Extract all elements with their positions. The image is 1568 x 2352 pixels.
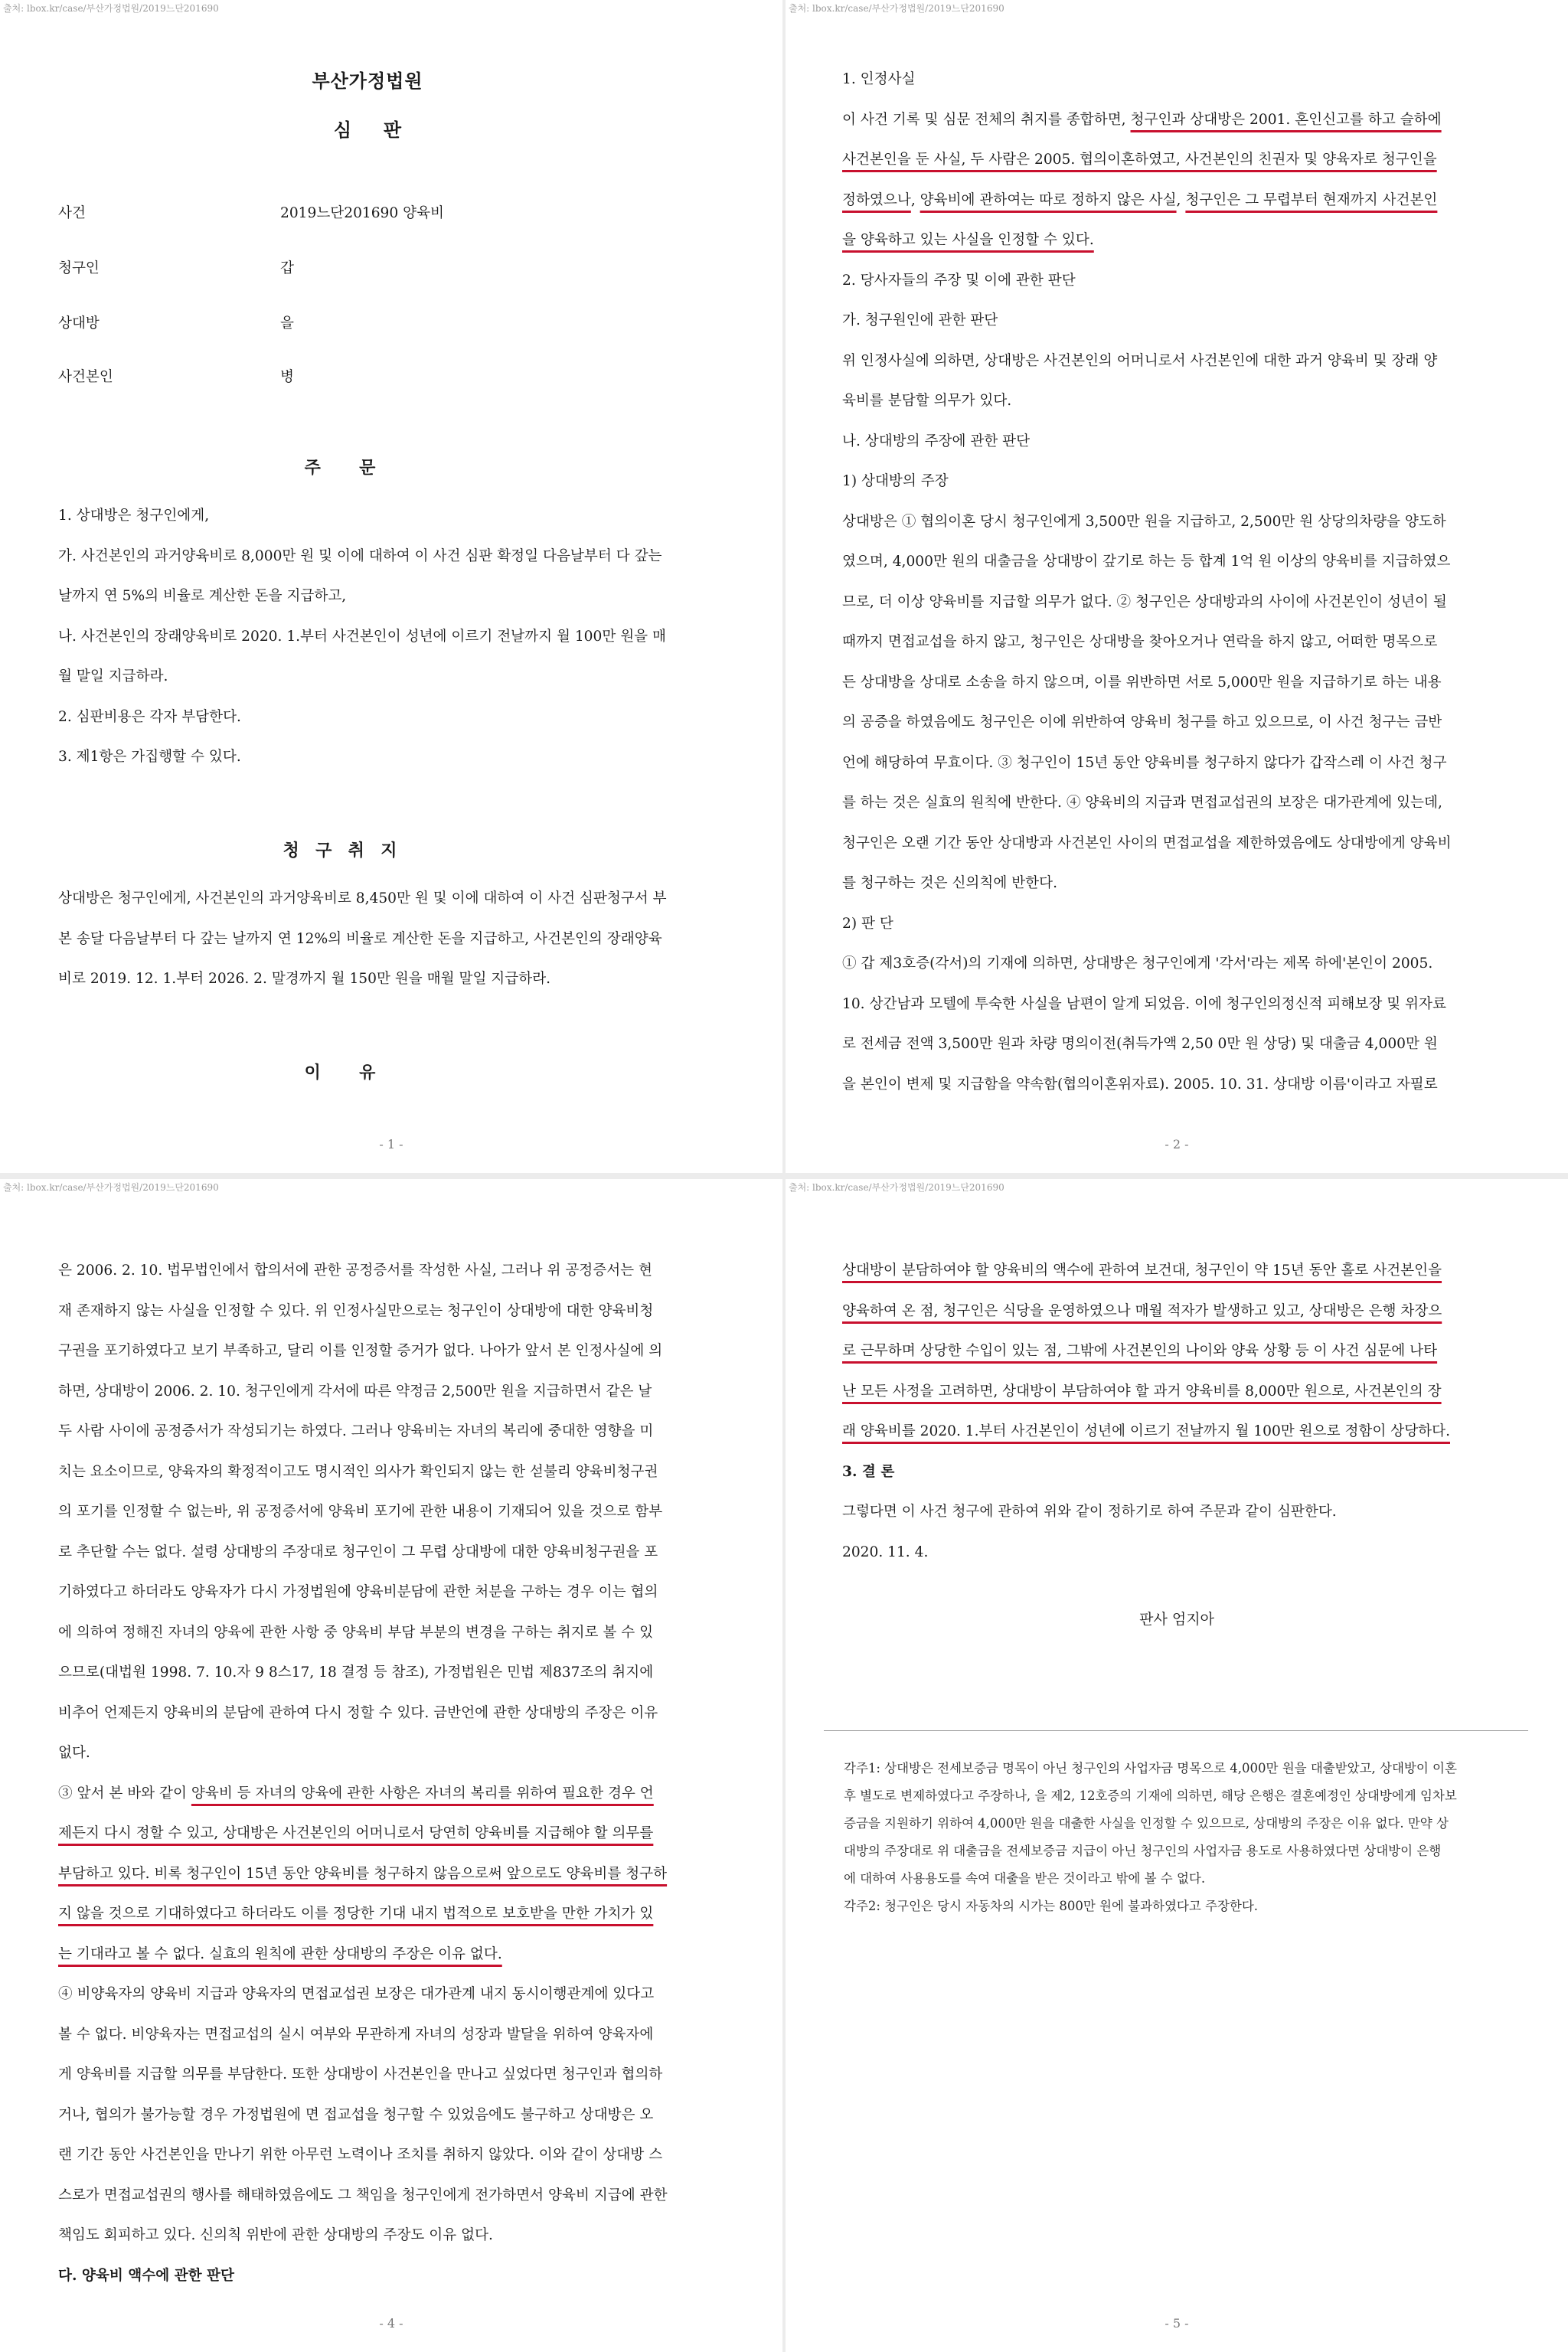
text-span: ,	[1176, 191, 1186, 208]
highlighted-text: 제든지 다시 정할 수 있고, 상대방은 사건본인의 어머니로서 당연히 양육비를 지급해야 할 의무를	[58, 1825, 654, 1841]
page-number: - 1 -	[379, 1137, 403, 1152]
claim-line: 상대방은 청구인에게, 사건본인의 과거양육비로 8,450만 원 및 이에 대하여 이 사건 심판청구서 부	[58, 890, 667, 906]
highlighted-text: 정하였으나	[842, 191, 911, 208]
text-line: 은 2006. 2. 10. 법무법인에서 합의서에 관한 공정증서를 작성한 사실, 그러나 위 공정증서는 현	[58, 1263, 653, 1279]
page-2	[786, 0, 1568, 1173]
text-line: 10. 상간남과 모텔에 투숙한 사실을 남편이 알게 되었음. 이에 청구인의정신적 피해보장 및 위자료	[842, 995, 1446, 1012]
highlighted-text: 지 않을 것으로 기대하였다고 하더라도 이를 정당한 기대 내지 법적으로 보호받을 만한 가치가 있	[58, 1906, 654, 1922]
text-line: ① 갑 제3호증(각서)의 기재에 의하면, 상대방은 청구인에게 '각서'라는 제목 하에'본인이 2005.	[842, 956, 1433, 972]
text-line: 게 양육비를 지급할 의무를 부담한다. 또한 상대방이 사건본인을 만나고 싶었다면 청구인과 협의하	[58, 2066, 663, 2082]
text-line: 을 본인이 변제 및 지급함을 약속함(협의이혼위자료). 2005. 10. 31. 상대방 이름'이라고 자필로	[842, 1076, 1438, 1093]
text-line: 가. 청구원인에 관한 판단	[842, 312, 998, 328]
claim-line: 본 송달 다음날부터 다 갚는 날까지 연 12%의 비율로 계산한 돈을 지급하고, 사건본인의 장래양육	[58, 930, 662, 947]
page-5	[786, 1179, 1568, 2352]
page-4	[0, 1179, 782, 2352]
text-line: 나. 상대방의 주장에 관한 판단	[842, 433, 1031, 449]
meta-value: 병	[280, 369, 294, 385]
text-line	[842, 181, 1514, 221]
text-line	[58, 1935, 729, 1975]
highlighted-text: 양육하여 온 점, 청구인은 식당을 운영하였으나 매월 적자가 발생하고 있고, 상대방은 은행 차장으	[842, 1302, 1442, 1319]
doc-type: 심 판	[333, 119, 402, 141]
order-line: 날까지 연 5%의 비율로 계산한 돈을 지급하고,	[58, 588, 347, 604]
text-line	[842, 1412, 1514, 1452]
text-line: 언에 해당하여 무효이다. ③ 청구인이 15년 동안 양육비를 청구하지 않다가 갑작스레 이 사건 청구	[842, 754, 1447, 771]
order-line: 나. 사건본인의 장래양육비로 2020. 1.부터 사건본인이 성년에 이르기 전날까지 월 100만 원을 매	[58, 628, 666, 645]
meta-value: 2019느단201690 양육비	[280, 205, 445, 221]
text-line: 랜 기간 동안 사건본인을 만나기 위한 아무런 노력이나 조치를 취하지 않았다. 이와 같이 상대방 스	[58, 2147, 663, 2163]
text-span: ,	[910, 191, 920, 208]
order-line: 2. 심판비용은 각자 부담한다.	[58, 708, 241, 725]
source-label: 출처: lbox.kr/case/부산가정법원/2019느단201690	[3, 3, 219, 14]
text-line: 비추어 언제든지 양육비의 분담에 관하여 다시 정할 수 있다. 금반언에 관한 상대방의 주장은 이유	[58, 1704, 658, 1721]
text-line: 으므로(대법원 1998. 7. 10.자 9 8스17, 18 결정 등 참조), 가정법원은 민법 제837조의 취지에	[58, 1664, 654, 1681]
source-label: 출처: lbox.kr/case/부산가정법원/2019느단201690	[789, 1182, 1004, 1193]
text-line	[842, 100, 1514, 141]
text-line: 에 의하여 정해진 자녀의 양육에 관한 사항 중 양육비 부담 부분의 변경을 구하는 취지로 볼 수 있	[58, 1624, 654, 1641]
footnote-line: 각주1: 상대방은 전세보증금 명목이 아닌 청구인의 사업자금 명목으로 4,000만 원을 대출받았고, 상대방이 이혼	[844, 1761, 1457, 1775]
page-4-body	[58, 1251, 729, 2296]
horizontal-page-separator	[0, 1173, 1568, 1179]
text-line: 로 추단할 수는 없다. 설령 상대방의 주장대로 청구인이 그 무렵 상대방에 대한 양육비청구권을 포	[58, 1544, 658, 1560]
text-line: 없다.	[58, 1745, 90, 1761]
page-number: - 4 -	[379, 2316, 403, 2331]
meta-label: 상대방	[58, 315, 100, 332]
order-line: 월 말일 지급하라.	[58, 668, 168, 684]
text-line: 2) 판 단	[842, 915, 893, 932]
text-line: 볼 수 없다. 비양육자는 면접교섭의 실시 여부와 무관하게 자녀의 성장과 발달을 위하여 양육자에	[58, 2026, 654, 2043]
meta-label: 사건	[58, 205, 86, 221]
text-line: 로 전세금 전액 3,500만 원과 차량 명의이전(취득가액 2,50 0만 원 상당) 및 대출금 4,000만 원	[842, 1036, 1438, 1052]
text-line: 때까지 면접교섭을 하지 않고, 청구인은 상대방을 찾아오거나 연락을 하지 않고, 어떠한 명목으로	[842, 634, 1438, 650]
text-line: 기하였다고 하더라도 양육자가 다시 가정법원에 양육비분담에 관한 처분을 구하는 경우 이는 협의	[58, 1584, 658, 1600]
text-line: 청구인은 오랜 기간 동안 상대방과 사건본인 사이의 면접교섭을 제한하였음에도 상대방에게 양육비	[842, 835, 1452, 851]
order-line: 3. 제1항은 가집행할 수 있다.	[58, 749, 241, 765]
highlighted-text: 양육비에 관하여는 따로 정하지 않은 사실	[920, 191, 1177, 208]
judge-signature: 판사 엄지아	[1139, 1611, 1214, 1628]
text-line: 하면, 상대방이 2006. 2. 10. 청구인에게 각서에 따른 약정금 2,500만 원을 지급하면서 같은 날	[58, 1383, 652, 1400]
highlighted-text: 로 근무하며 상당한 수입이 있는 점, 그밖에 사건본인의 나이와 양육 상황 등 이 사건 심문에 나타	[842, 1343, 1438, 1359]
order-title: 주 문	[304, 458, 377, 478]
text-line: 위 인정사실에 의하면, 상대방은 사건본인의 어머니로서 사건본인에 대한 과거 양육비 및 장래 양	[842, 352, 1438, 369]
text-line: 의 포기를 인정할 수 없는바, 위 공정증서에 양육비 포기에 관한 내용이 기재되어 있을 것으로 함부	[58, 1504, 663, 1520]
highlighted-text: 양육비 등 자녀의 양육에 관한 사항은 자녀의 복리를 위하여 필요한 경우 언	[191, 1785, 654, 1802]
text-span: ③ 앞서 본 바와 같이	[58, 1785, 191, 1802]
decision-date: 2020. 11. 4.	[842, 1544, 929, 1560]
highlighted-text: 을 양육하고 있는 사실을 인정할 수 있다.	[842, 232, 1094, 248]
text-line: 2. 당사자들의 주장 및 이에 관한 판단	[842, 272, 1076, 289]
text-line: 를 청구하는 것은 신의칙에 반한다.	[842, 875, 1058, 891]
text-line: 상대방은 ① 협의이혼 당시 청구인에게 3,500만 원을 지급하고, 2,500만 원 상당의차량을 양도하	[842, 513, 1446, 530]
meta-label: 청구인	[58, 260, 100, 276]
highlighted-text: 부담하고 있다. 비록 청구인이 15년 동안 양육비를 청구하지 않음으로써 앞으로도 양육비를 청구하	[58, 1865, 668, 1882]
section-heading: 다. 양육비 액수에 관한 판단	[58, 2267, 234, 2284]
footnote-line: 각주2: 청구인은 당시 자동차의 시가는 800만 원에 불과하였다고 주장한다.	[844, 1899, 1259, 1913]
text-line: 거나, 협의가 불가능할 경우 가정법원에 면 접교섭을 청구할 수 있었음에도 불구하고 상대방은 오	[58, 2106, 654, 2123]
footnotes	[844, 1755, 1522, 1920]
highlighted-text: 난 모든 사정을 고려하면, 상대방이 부담하여야 할 과거 양육비를 8,000만 원으로, 사건본인의 장	[842, 1383, 1442, 1400]
text-line	[58, 1814, 729, 1854]
meta-value: 갑	[280, 260, 294, 276]
claim-body	[58, 879, 729, 1000]
reason-title: 이 유	[304, 1063, 377, 1083]
order-line: 가. 사건본인의 과거양육비로 8,000만 원 및 이에 대하여 이 사건 심판 확정일 다음날부터 다 갚는	[58, 547, 662, 564]
highlighted-text: 청구인과 상대방은 2001. 혼인신고를 하고 슬하에	[1130, 111, 1442, 128]
text-line	[842, 140, 1514, 181]
text-line: 치는 요소이므로, 양육자의 확정적이고도 명시적인 의사가 확인되지 않는 한 섣불리 양육비청구권	[58, 1463, 658, 1480]
meta-value: 을	[280, 315, 294, 332]
claim-line: 비로 2019. 12. 1.부터 2026. 2. 말경까지 월 150만 원을 매월 말일 지급하라.	[58, 971, 551, 987]
page-2-body	[842, 60, 1514, 1105]
claim-title: 청 구 취 지	[283, 841, 399, 861]
text-line: 구권을 포기하였다고 보기 부족하고, 달리 이를 인정할 증거가 없다. 나아가 앞서 본 인정사실에 의	[58, 1343, 663, 1359]
footnote-line: 후 별도로 변제하였다고 주장하나, 을 제2, 12호증의 기재에 의하면, 해당 은행은 결혼예정인 상대방에게 임차보	[844, 1788, 1457, 1803]
highlighted-text: 는 기대라고 볼 수 없다. 실효의 원칙에 관한 상대방의 주장은 이유 없다.	[58, 1945, 502, 1962]
footnote-line: 에 대하여 사용용도를 속여 대출을 받은 것이라고 밖에 볼 수 없다.	[844, 1871, 1206, 1886]
text-line: ④ 비양육자의 양육비 지급과 양육자의 면접교섭권 보장은 대가관계 내지 동시이행관계에 있다고	[58, 1986, 655, 2002]
text-line: 든 상대방을 상대로 소송을 하지 않으며, 이를 위반하면 서로 5,000만 원을 지급하기로 하는 내용	[842, 674, 1442, 691]
text-span: 이 사건 기록 및 심문 전체의 취지를 종합하면,	[842, 111, 1131, 128]
highlighted-text: 상대방이 분담하여야 할 양육비의 액수에 관하여 보건대, 청구인이 약 15년 동안 홀로 사건본인을	[842, 1263, 1442, 1279]
text-line	[842, 1251, 1514, 1292]
page-1	[0, 0, 782, 1173]
highlighted-text: 래 양육비를 2020. 1.부터 사건본인이 성년에 이르기 전날까지 월 100만 원으로 정함이 상당하다.	[842, 1423, 1450, 1439]
source-label: 출처: lbox.kr/case/부산가정법원/2019느단201690	[789, 3, 1004, 14]
order-body	[58, 496, 729, 778]
text-line	[842, 1372, 1514, 1413]
highlighted-text: 사건본인을 둔 사실, 두 사람은 2005. 협의이혼하였고, 사건본인의 친권자 및 양육자로 청구인을	[842, 152, 1437, 168]
text-line: 육비를 분담할 의무가 있다.	[842, 393, 1012, 409]
page-number: - 2 -	[1165, 1137, 1189, 1152]
text-line: 1) 상대방의 주장	[842, 473, 949, 489]
text-line	[842, 220, 1514, 261]
source-label: 출처: lbox.kr/case/부산가정법원/2019느단201690	[3, 1182, 219, 1193]
court-name: 부산가정법원	[312, 70, 423, 92]
page-number: - 5 -	[1165, 2316, 1189, 2331]
section-heading: 3. 결 론	[842, 1463, 895, 1480]
text-line: 두 사람 사이에 공정증서가 작성되기는 하였다. 그러나 양육비는 자녀의 복리에 중대한 영향을 미	[58, 1423, 654, 1439]
text-line: 스로가 면접교섭권의 행사를 해태하였음에도 그 책임을 청구인에게 전가하면서 양육비 지급에 관한	[58, 2187, 668, 2203]
text-line: 그렇다면 이 사건 청구에 관하여 위와 같이 정하기로 하여 주문과 같이 심판한다.	[842, 1504, 1337, 1520]
footnote-divider	[824, 1730, 1528, 1731]
text-line	[58, 1774, 729, 1815]
footnote-line: 증금을 지원하기 위하여 4,000만 원을 대출한 사실을 인정할 수 있으므로, 상대방의 주장은 이유 없다. 만약 상	[844, 1816, 1449, 1831]
highlighted-text: 청구인은 그 무렵부터 현재까지 사건본인	[1185, 191, 1438, 208]
order-line: 1. 상대방은 청구인에게,	[58, 508, 210, 524]
text-line: 였으며, 4,000만 원의 대출금을 상대방이 갚기로 하는 등 합계 1억 원 이상의 양육비를 지급하였으	[842, 554, 1451, 570]
footnote-line: 대방의 주장대로 위 대출금을 전세보증금 지급이 아닌 청구인의 사업자금 용도로 사용하였다면 상대방이 은행	[844, 1844, 1442, 1858]
text-line: 재 존재하지 않는 사실을 인정할 수 있다. 위 인정사실만으로는 청구인이 상대방에 대한 양육비청	[58, 1302, 654, 1319]
meta-label: 사건본인	[58, 369, 113, 385]
text-line	[58, 1854, 729, 1895]
text-line: 의 공증을 하였음에도 청구인은 이에 위반하여 양육비 청구를 하고 있으므로, 이 사건 청구는 금반	[842, 714, 1442, 730]
text-line: 를 하는 것은 실효의 원칙에 반한다. ④ 양육비의 지급과 면접교섭권의 보장은 대가관계에 있는데,	[842, 795, 1442, 811]
text-line: 1. 인정사실	[842, 71, 916, 87]
text-line	[58, 1894, 729, 1935]
text-line: 책임도 회피하고 있다. 신의칙 위반에 관한 상대방의 주장도 이유 없다.	[58, 2227, 493, 2243]
text-line	[842, 1331, 1514, 1372]
text-line: 므로, 더 이상 양육비를 지급할 의무가 없다. ② 청구인은 상대방과의 사이에 사건본인이 성년이 될	[842, 593, 1447, 610]
page-5-body	[842, 1251, 1514, 1573]
text-line	[842, 1292, 1514, 1332]
